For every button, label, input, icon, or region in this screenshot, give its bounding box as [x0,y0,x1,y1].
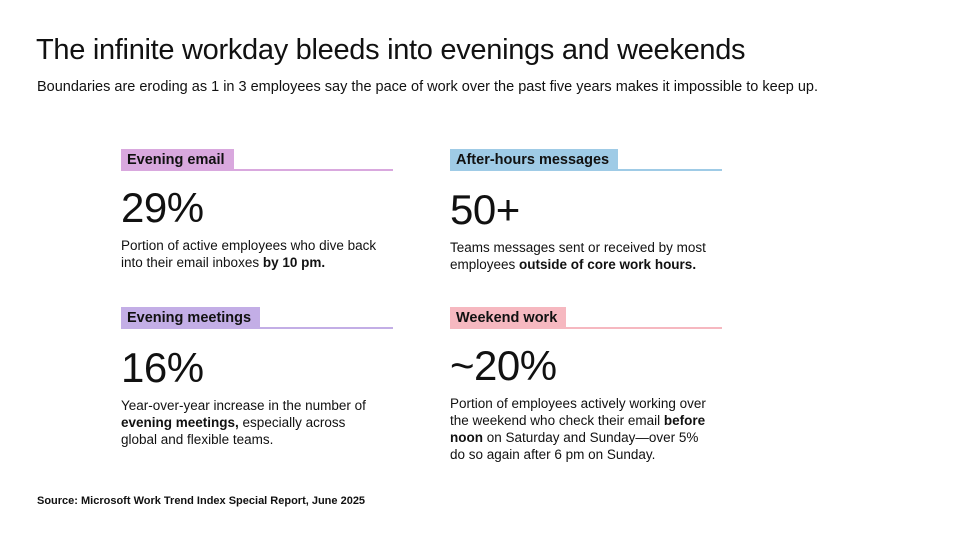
page-title: The infinite workday bleeds into evenings and weekends [36,34,746,66]
card-header [450,149,722,171]
card-description [121,237,381,271]
description-text: especially across global and flexible teams. [121,415,346,447]
card-stat-value: 16% [121,344,204,391]
card-description [450,395,712,463]
card-stat-value: ~20% [450,342,557,389]
card-header [121,149,393,171]
card-header [121,307,393,329]
card-description [121,397,383,448]
source-note: Source: Microsoft Work Trend Index Special Report, June 2025 [37,495,366,507]
description-text: Year-over-year increase in the number of [121,398,366,413]
stat-card-evening-email [121,149,393,271]
stat-card-evening-meetings [121,307,393,448]
card-description [450,239,730,273]
card-label: Weekend work [450,307,566,329]
description-text: Teams messages sent or received by most employees [450,240,706,272]
description-text: on Saturday and Sunday—over 5% do so again after 6 pm on Sunday. [450,430,699,462]
card-stat-value: 29% [121,184,204,231]
stat-card-after-hours-messages [450,149,722,273]
description-text: Portion of active employees who dive back into their email inboxes [121,238,377,270]
stat-card-weekend-work [450,307,722,463]
description-text: Portion of employees actively working over the weekend who check their email [450,396,706,428]
description-emphasis: evening meetings, [121,415,239,430]
card-header [450,307,722,329]
page-subtitle: Boundaries are eroding as 1 in 3 employees say the pace of work over the past five years makes it impossible to keep up. [37,79,819,95]
card-label: Evening meetings [121,307,260,329]
description-emphasis: outside of core work hours. [519,257,697,272]
card-label: After-hours messages [450,149,618,171]
card-label: Evening email [121,149,234,171]
card-stat-value: 50+ [450,186,520,233]
description-emphasis: by 10 pm. [262,255,326,270]
description-emphasis: before noon [450,413,706,445]
